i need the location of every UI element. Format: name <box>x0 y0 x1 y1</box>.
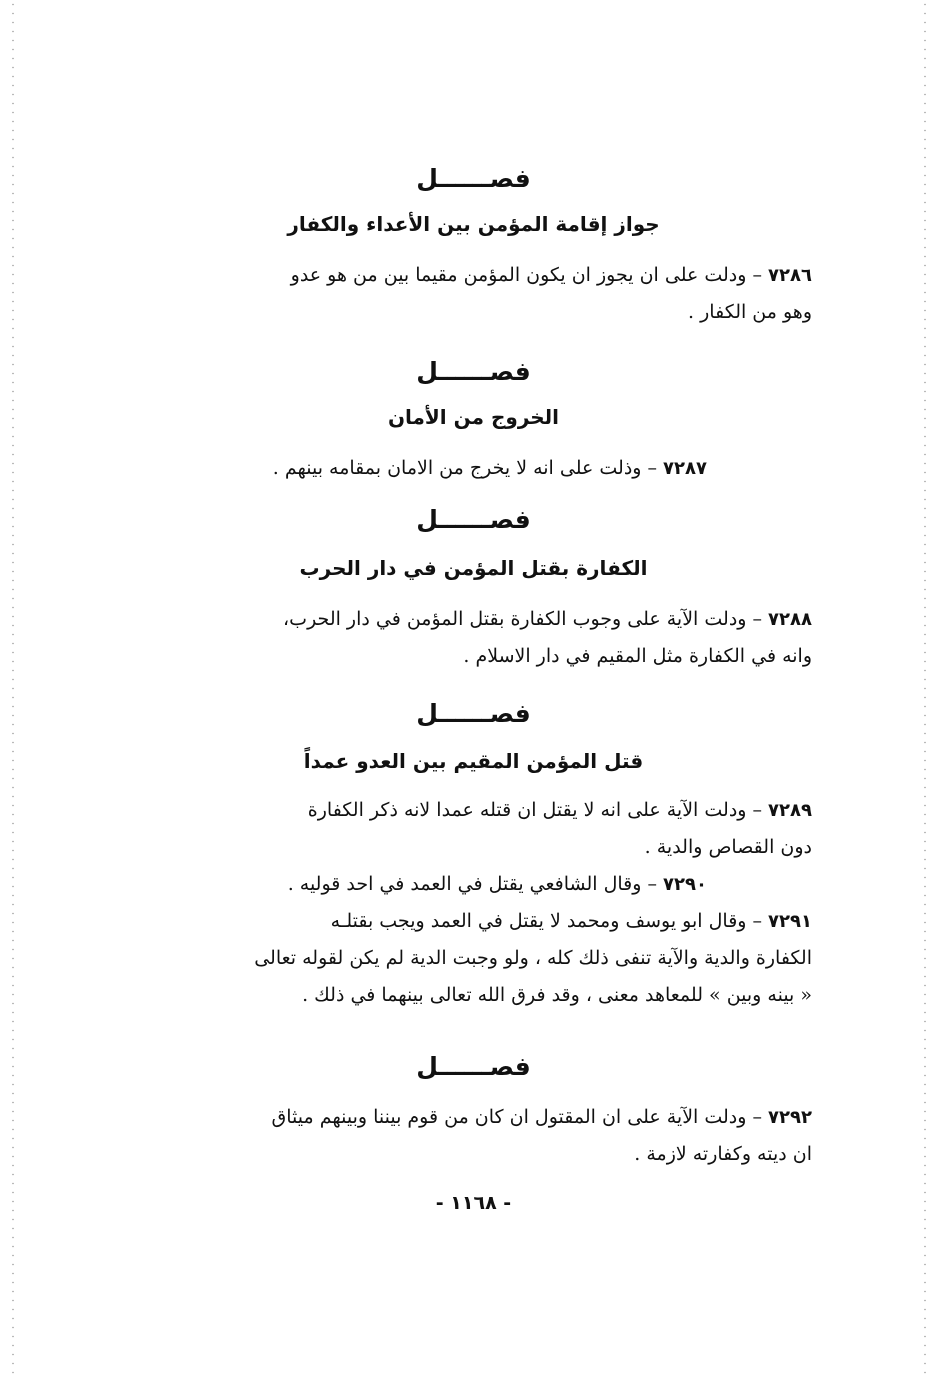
paragraph-line: ٧٢٨٨ – ودلت الآية على وجوب الكفارة بقتل المؤمن في دار الحرب، <box>283 608 812 630</box>
section-title: فصــــــل <box>416 505 531 534</box>
paragraph-line: ٧٢٨٦ – ودلت على ان يجوز ان يكون المؤمن مقيما بين من هو عدو <box>290 264 812 286</box>
paragraph <box>130 601 812 675</box>
paragraph <box>130 792 812 1014</box>
paragraph-line: ٧٢٨٧ – وذلت على انه لا يخرج من الامان بمقامه بينهم . <box>272 457 707 479</box>
section-heading: جواز إقامة المؤمن بين الأعداء والكفار <box>287 212 660 236</box>
paragraph-number: ٧٢٩٠ <box>663 874 707 895</box>
paragraph-number: ٧٢٨٩ <box>768 800 812 821</box>
paragraph-text: ودلت الآية على وجوب الكفارة بقتل المؤمن في دار الحرب، <box>283 608 747 630</box>
paragraph-line: ٧٢٨٩ – ودلت الآية على انه لا يقتل ان قتله عمدا لانه ذكر الكفارة <box>307 799 812 821</box>
paragraph-number: ٧٢٨٧ <box>663 458 707 479</box>
paragraph-line: وانه في الكفارة مثل المقيم في دار الاسلام . <box>463 645 812 667</box>
paragraph-text: وقال الشافعي يقتل في العمد في احد قوليه . <box>287 873 642 895</box>
paragraph-number: ٧٢٨٨ <box>768 609 812 630</box>
section-title: فصــــــل <box>416 164 531 193</box>
paragraph-number: ٧٢٩١ <box>768 911 812 932</box>
paragraph-line: ان ديته وكفارته لازمة . <box>634 1143 812 1165</box>
section-title: فصــــــل <box>416 699 531 728</box>
left-dotted-margin <box>12 0 14 1375</box>
paragraph-number: ٧٢٨٦ <box>768 265 812 286</box>
paragraph-line: وهو من الكفار . <box>688 301 812 323</box>
paragraph-line: ٧٢٩١ – وقال ابو يوسف ومحمد لا يقتل في العمد ويجب بقتلـه <box>330 910 812 932</box>
paragraph-text: وقال ابو يوسف ومحمد لا يقتل في العمد ويجب بقتلـه <box>330 910 747 932</box>
paragraph-line: « بينه وبين » للمعاهد معنى ، وقد فرق الله تعالى بينهما في ذلك . <box>302 984 812 1006</box>
paragraph <box>130 450 812 487</box>
paragraph-text: ودلت الآية على ان المقتول ان كان من قوم بيننا وبينهم ميثاق <box>271 1106 747 1128</box>
paragraph-line: ٧٢٩٢ – ودلت الآية على ان المقتول ان كان من قوم بيننا وبينهم ميثاق <box>271 1106 812 1128</box>
paragraph <box>130 257 812 331</box>
section-title: فصــــــل <box>416 1052 531 1081</box>
section-heading: الخروج من الأمان <box>387 405 560 429</box>
paragraph-line: الكفارة والدية والآية تنفى ذلك كله ، ولو وجبت الدية لم يكن لقوله تعالى <box>254 947 812 969</box>
paragraph-text: وذلت على انه لا يخرج من الامان بمقامه بينهم . <box>272 457 642 479</box>
paragraph-line: ٧٢٩٠ – وقال الشافعي يقتل في العمد في احد قوليه . <box>287 873 707 895</box>
right-dotted-margin <box>924 0 926 1375</box>
paragraph-number: ٧٢٩٢ <box>768 1107 812 1128</box>
section-title: فصــــــل <box>416 357 531 386</box>
paragraph-text: ودلت على ان يجوز ان يكون المؤمن مقيما بين من هو عدو <box>290 264 747 286</box>
paragraph-text: ودلت الآية على انه لا يقتل ان قتله عمدا لانه ذكر الكفارة <box>307 799 747 821</box>
page-number: - ١١٦٨ - <box>435 1192 512 1214</box>
paragraph <box>130 1099 812 1173</box>
paragraph-line: دون القصاص والدية . <box>644 836 812 858</box>
section-heading: قتل المؤمن المقيم بين العدو عمداً <box>303 749 644 773</box>
section-heading: الكفارة بقتل المؤمن في دار الحرب <box>299 556 648 580</box>
